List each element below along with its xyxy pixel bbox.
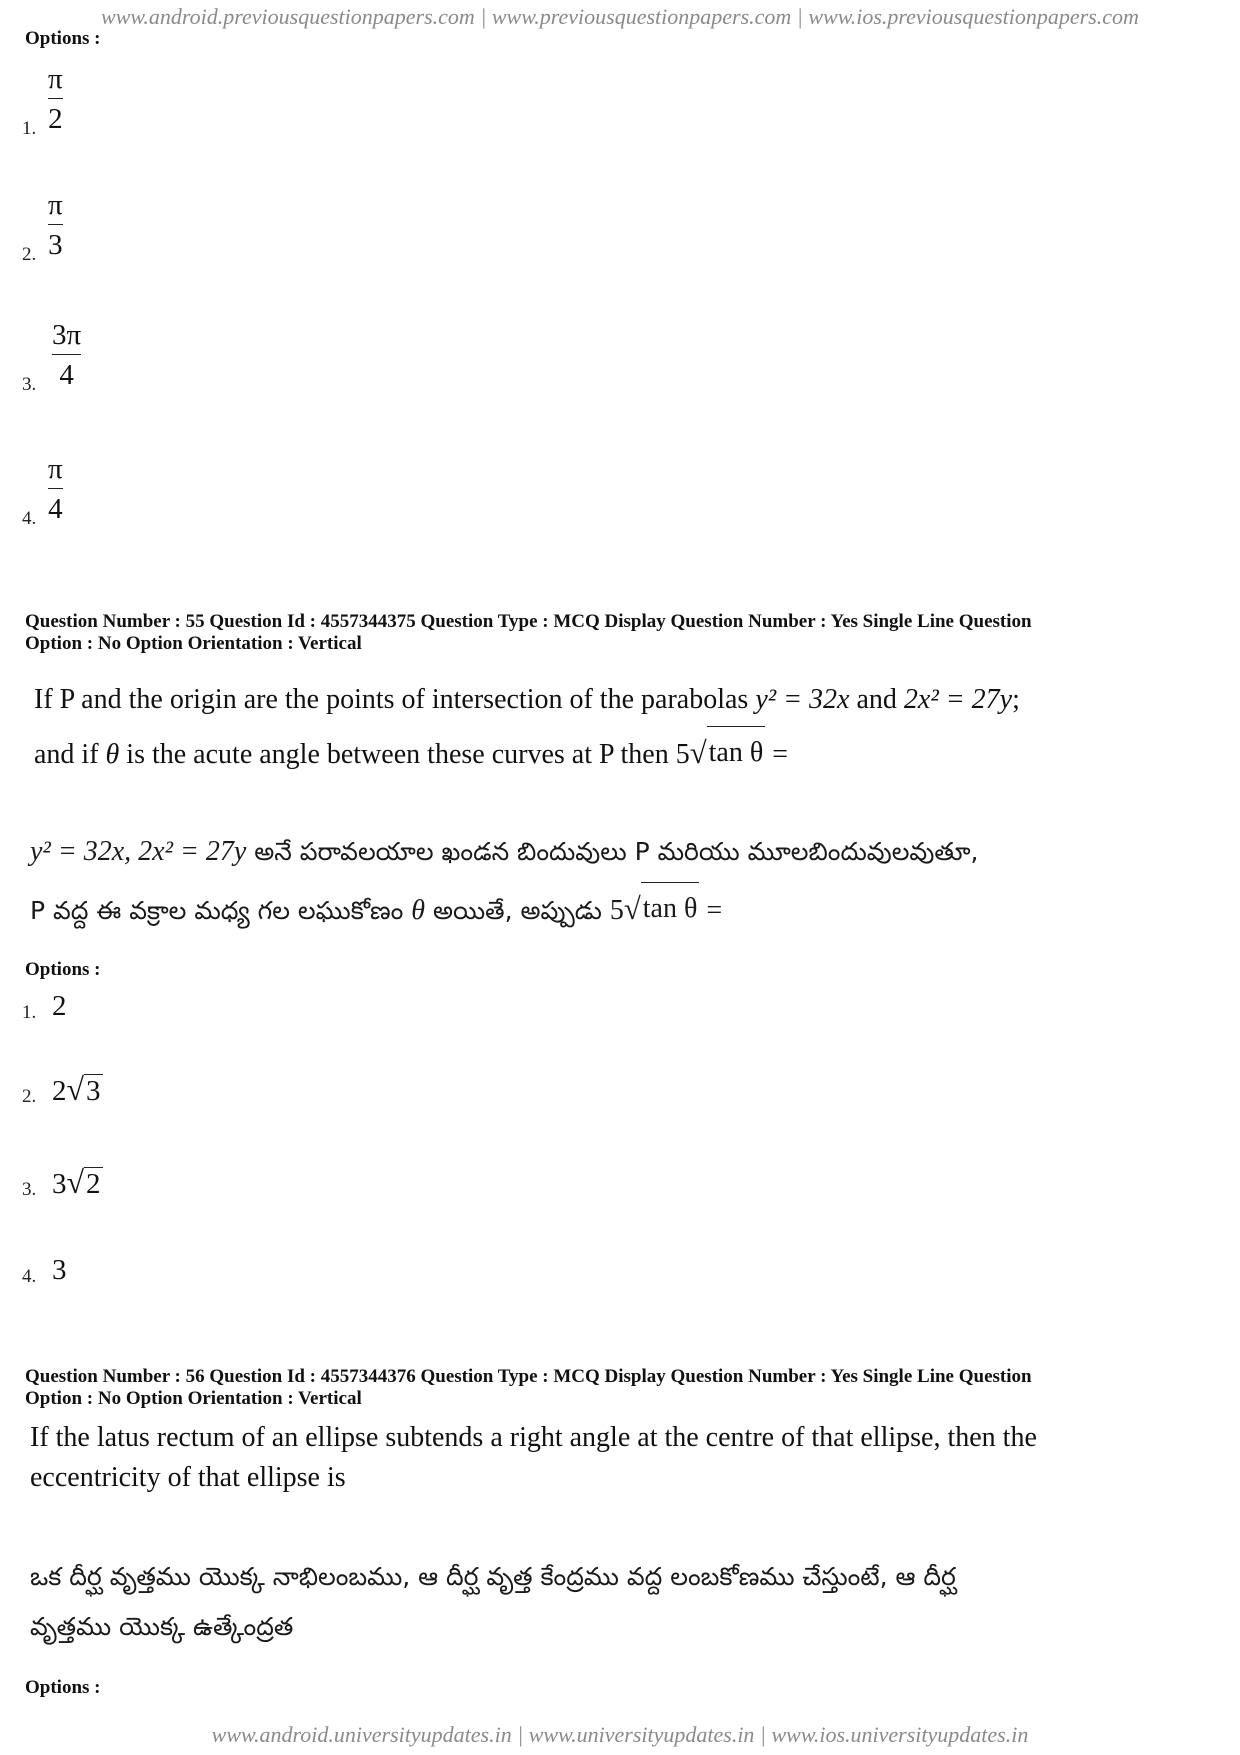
equation: y² = 32x: [755, 684, 850, 715]
question-text-te-line1: ఒక దీర్ఘ వృత్తము యొక్క నాభిలంబము, ఆ దీర్ఘ వృత్త కేంద్రము వద్ద లంబకోణము చేస్తుంటే, ఆ దీర్ఘ: [30, 1562, 956, 1591]
denominator: 4: [48, 493, 63, 525]
question-text-en-line2: [34, 726, 788, 781]
option-number: 1.: [22, 118, 37, 139]
option-number: 4.: [22, 508, 37, 529]
fraction: [48, 62, 63, 136]
options-label: Options :: [25, 28, 101, 49]
text: అనే పరావలయాల ఖండన బిందువులు P మరియు మూలబిందువులవుతూ,: [246, 837, 979, 866]
option-value: 2 √ 3: [52, 1072, 101, 1107]
option-number: 1.: [22, 1002, 37, 1023]
text: is the acute angle between these curves at P then: [119, 739, 676, 770]
option-value: [52, 1254, 67, 1287]
square-root: √ tan θ: [690, 726, 766, 779]
bottom-banner: www.android.universityupdates.in | www.universityupdates.in | www.ios.universityupdates.in: [211, 1722, 1029, 1747]
text: P వద్ద ఈ వక్రాల మధ్య గల లఘుకోణం: [30, 896, 412, 925]
numerator: π: [48, 63, 63, 95]
question-text-te-line2: వృత్తము యొక్క ఉత్కేంద్రత: [30, 1612, 294, 1641]
question-header-line1: Question Number : 55 Question Id : 4557344375 Question Type : MCQ Display Question Number : Yes Single Line Question: [25, 611, 1032, 632]
denominator: 3: [48, 229, 63, 261]
question-header-line1: Question Number : 56 Question Id : 4557344376 Question Type : MCQ Display Question Number : Yes Single Line Question: [25, 1366, 1032, 1387]
value: 2: [52, 990, 67, 1022]
radicand: 2: [86, 1168, 101, 1200]
option-value: [52, 990, 67, 1023]
radicand: 3: [86, 1075, 101, 1107]
equation: y² = 32x, 2x² = 27y: [30, 836, 247, 867]
option-3: [22, 1165, 222, 1205]
question-text-te-line2: [30, 882, 722, 937]
option-2: [22, 1072, 222, 1112]
text: and: [849, 684, 904, 715]
options-label: Options :: [25, 959, 101, 980]
coefficient: 5: [675, 739, 690, 770]
denominator: 2: [48, 103, 63, 135]
numerator: π: [48, 189, 63, 221]
fraction: [52, 318, 81, 392]
text: If P and the origin are the points of intersection of the parabolas: [34, 684, 756, 715]
question-header-line2: Option : No Option Orientation : Vertical: [25, 633, 362, 654]
options-label: Options :: [25, 1677, 101, 1698]
equation: 2x² = 27y: [903, 684, 1013, 715]
option-number: 2.: [22, 244, 37, 265]
question-header: [25, 1366, 1032, 1410]
option-1: [22, 990, 222, 1030]
value: 3: [52, 1254, 67, 1286]
numerator: 3π: [52, 319, 82, 351]
fraction: [48, 188, 63, 262]
theta-symbol: θ: [411, 895, 426, 926]
top-banner: www.android.previousquestionpapers.com | www.previousquestionpapers.com | www.ios.previousquestionpapers.com: [101, 4, 1139, 29]
question-text-en-line1: If the latus rectum of an ellipse subtends a right angle at the centre of that ellipse, then the: [30, 1422, 1037, 1453]
option-4: [22, 1254, 222, 1294]
equals-sign: =: [699, 895, 723, 926]
option-number: 4.: [22, 1266, 37, 1287]
radicand: tan θ: [641, 882, 700, 935]
coefficient: 5: [609, 895, 624, 926]
theta-symbol: θ: [105, 739, 120, 770]
option-number: 2.: [22, 1086, 37, 1107]
text: ;: [1012, 684, 1020, 715]
option-value: 3 √ 2: [52, 1165, 101, 1200]
coefficient: 3: [52, 1168, 67, 1200]
square-root: √ tan θ: [624, 882, 700, 935]
coefficient: 2: [52, 1075, 67, 1107]
option-number: 3.: [22, 374, 37, 395]
radicand: tan θ: [707, 726, 766, 779]
question-text-te-line1: [30, 826, 978, 878]
fraction: [48, 452, 63, 526]
option-number: 3.: [22, 1179, 37, 1200]
question-text-en-line2: eccentricity of that ellipse is: [30, 1462, 346, 1493]
question-header-line2: Option : No Option Orientation : Vertical: [25, 1388, 362, 1409]
denominator: 4: [59, 359, 74, 391]
question-header: [25, 611, 1032, 655]
text: అయితే, అప్పుడు: [425, 896, 610, 925]
numerator: π: [48, 453, 63, 485]
text: and if: [34, 739, 106, 770]
equals-sign: =: [765, 739, 789, 770]
question-text-en-line1: [34, 674, 1020, 726]
